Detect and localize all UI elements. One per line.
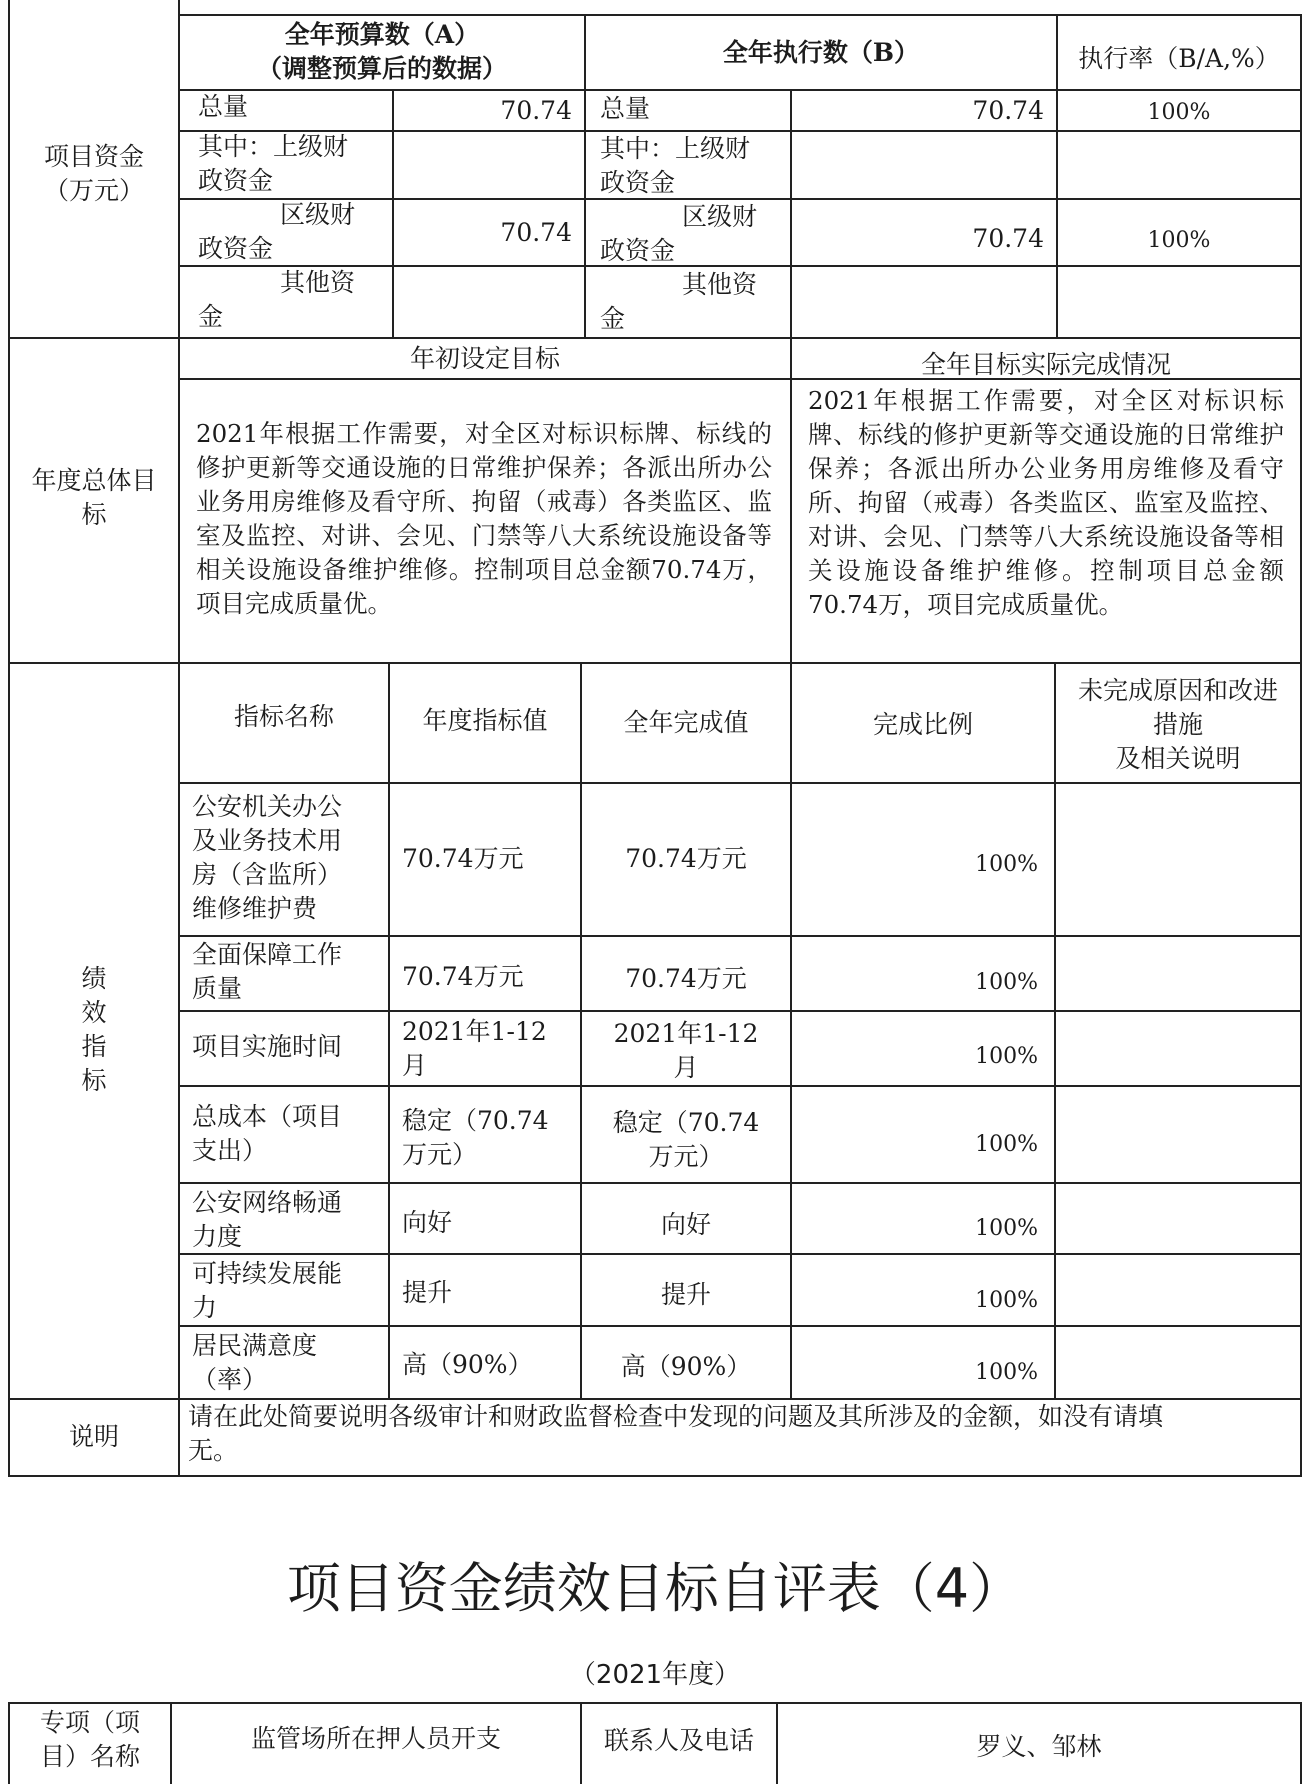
rule — [178, 0, 180, 1477]
budget-header — [180, 18, 584, 86]
rule — [8, 337, 1302, 339]
project-name-value: 监管场所在押人员开支 — [250, 1724, 501, 1753]
indicator-name — [192, 1186, 342, 1254]
rule — [178, 89, 1302, 91]
executed-header: 全年执行数（B） — [722, 38, 920, 67]
other-fund-label-line2: 金 — [198, 302, 224, 331]
note-label: 说明 — [68, 1422, 119, 1451]
rule — [8, 0, 10, 1477]
other-fund-label-line1: 其他资 — [682, 270, 758, 299]
rule — [178, 1182, 1302, 1184]
rule — [8, 1702, 1302, 1704]
project-name-label-line2: 目）名称 — [39, 1742, 140, 1771]
district-fund-label-line2: 政资金 — [198, 234, 274, 263]
indicator-ratio: 100% — [975, 970, 1038, 995]
indicator-name — [192, 1257, 342, 1325]
indicator-done — [582, 1017, 790, 1085]
rule — [178, 1325, 1302, 1327]
indicator-ratio: 100% — [975, 1044, 1038, 1069]
total-executed-value: 70.74 — [972, 96, 1044, 125]
indicator-name-line: 力 — [192, 1293, 218, 1322]
indicator-done: 70.74万元 — [625, 964, 747, 993]
indicator-name-line: （率） — [192, 1365, 268, 1394]
contact-value: 罗义、邹林 — [976, 1732, 1102, 1761]
indicator-name-line: 力度 — [192, 1222, 243, 1251]
perf-side-label-char: 指 — [81, 1032, 107, 1061]
rule — [178, 14, 1302, 16]
indicator-name-line: 公安网络畅通 — [192, 1188, 343, 1217]
rule — [1300, 1702, 1302, 1784]
indicator-name-line: 及业务技术用 — [192, 826, 343, 855]
note-text — [188, 1400, 1288, 1468]
note-text-line2: 无。 — [188, 1436, 239, 1465]
indicator-target: 70.74万元 — [402, 844, 524, 873]
indicator-name-line: 全面保障工作 — [192, 940, 343, 969]
indicator-done: 70.74万元 — [625, 844, 747, 873]
rate-header: 执行率（B/A,%） — [1078, 44, 1280, 73]
indicator-target-line: 月 — [402, 1051, 428, 1080]
rule — [790, 337, 792, 662]
indicator-target: 高（90%） — [402, 1350, 533, 1379]
goals-side-label-line1: 年度总体目 — [31, 466, 157, 495]
rule — [178, 935, 1302, 937]
budget-header-line2: （调整预算后的数据） — [256, 54, 507, 83]
goal-actual-text: 2021年根据工作需要，对全区对标识标牌、标线的修护更新等交通设施的日常维护保养；各派出所办公业务用房维修及看守所、拘留（戒毒）各类监区、监室及监控、对讲、会见、门禁等八大系统设施设备等相关设施设备维护维修。控制项目总金额70.74万，项目完成质量优。 — [808, 386, 1284, 619]
form-title: 项目资金绩效目标自评表（4） — [286, 1557, 1024, 1620]
indicator-name-line: 维修维护费 — [192, 894, 318, 923]
upper-fund-label — [198, 130, 348, 198]
upper-fund-label-line1: 其中：上级财 — [600, 134, 751, 163]
rule — [178, 782, 1302, 784]
project-name-label — [10, 1706, 170, 1774]
indicator-done-line: 万元） — [648, 1142, 724, 1171]
upper-fund-label-line2: 政资金 — [600, 168, 676, 197]
total-budget-value: 70.74 — [500, 96, 572, 125]
indicator-done-line: 月 — [673, 1053, 699, 1082]
other-fund-label — [198, 266, 355, 334]
funds-side-label-line1: 项目资金 — [43, 142, 144, 171]
indicator-done: 向好 — [660, 1210, 711, 1239]
indicator-done — [582, 1106, 790, 1174]
indicator-ratio: 100% — [975, 852, 1038, 877]
indicator-name-line: 居民满意度 — [192, 1331, 318, 1360]
indicator-name-line: 可持续发展能 — [192, 1259, 343, 1288]
district-executed-value: 70.74 — [972, 224, 1044, 253]
indicator-ratio: 100% — [975, 1360, 1038, 1385]
indicator-name — [192, 1329, 317, 1397]
indicator-done: 高（90%） — [620, 1352, 752, 1381]
contact-label: 联系人及电话 — [603, 1726, 754, 1755]
indicator-target-line: 2021年1-12 — [402, 1017, 547, 1046]
rule — [1300, 14, 1302, 1477]
total-rate-value: 100% — [1147, 100, 1211, 125]
perf-side-label-char: 绩 — [81, 964, 107, 993]
goal-set-header: 年初设定目标 — [409, 344, 560, 373]
note-text-line1: 请在此处简要说明各级审计和财政监督检查中发现的问题及其所涉及的金额，如没有请填 — [188, 1402, 1164, 1431]
reason-header-line1: 未完成原因和改进 — [1077, 676, 1278, 705]
reason-header-line2: 措施 — [1152, 710, 1203, 739]
other-fund-label-line1: 其他资 — [280, 268, 356, 297]
rule — [178, 1253, 1302, 1255]
district-fund-label-line1: 区级财 — [682, 202, 758, 231]
indicator-name — [192, 1030, 342, 1064]
rule — [178, 1010, 1302, 1012]
budget-header-line1: 全年预算数（A） — [284, 20, 480, 49]
indicator-target: 向好 — [402, 1208, 453, 1237]
indicator-name — [192, 1100, 342, 1168]
funds-side-label — [10, 140, 178, 208]
indicator-target-line: 万元） — [402, 1140, 478, 1169]
district-fund-label-line1: 区级财 — [280, 200, 356, 229]
upper-fund-label-line2: 政资金 — [198, 166, 274, 195]
rule — [178, 1085, 1302, 1087]
reason-header-line3: 及相关说明 — [1115, 744, 1241, 773]
rule — [388, 662, 390, 1398]
indicator-name — [192, 790, 342, 926]
annual-target-header: 年度指标值 — [422, 706, 548, 735]
rule — [8, 662, 1302, 664]
district-fund-label-line2: 政资金 — [600, 236, 676, 265]
other-fund-label — [600, 268, 757, 336]
other-fund-label-line2: 金 — [600, 304, 626, 333]
indicator-target: 70.74万元 — [402, 962, 524, 991]
goals-side-label — [10, 464, 178, 532]
indicator-done-line: 2021年1-12 — [613, 1019, 759, 1048]
goal-actual-header: 全年目标实际完成情况 — [920, 350, 1171, 379]
indicator-name-header: 指标名称 — [233, 702, 334, 731]
total-label: 总量 — [600, 94, 651, 123]
indicator-name-line: 房（含监所） — [192, 860, 343, 889]
indicator-target: 提升 — [402, 1278, 453, 1307]
district-fund-label — [198, 198, 355, 266]
annual-done-header: 全年完成值 — [623, 708, 749, 737]
indicator-name-line: 项目实施时间 — [192, 1032, 343, 1061]
indicator-target-line: 稳定（70.74 — [402, 1106, 549, 1135]
funds-side-label-line2: （万元） — [43, 176, 144, 205]
goal-set-text: 2021年根据工作需要，对全区对标识标牌、标线的修护更新等交通设施的日常维护保养；各派出所办公业务用房维修及看守所、拘留（戒毒）各类监区、监室及监控、对讲、会见、门禁等八大系统设施设备等相关设施设备维护维修。控制项目总金额70.74万，项目完成质量优。 — [196, 419, 772, 618]
indicator-name — [192, 938, 342, 1006]
project-name-label-line1: 专项（项 — [39, 1708, 140, 1737]
indicator-ratio: 100% — [975, 1288, 1038, 1313]
indicator-done-line: 稳定（70.74 — [612, 1108, 760, 1137]
completion-ratio-header: 完成比例 — [872, 710, 973, 739]
indicator-name-line: 支出） — [192, 1136, 268, 1165]
reason-header — [1056, 674, 1300, 776]
indicator-ratio: 100% — [975, 1216, 1038, 1241]
indicator-target — [402, 1015, 547, 1083]
form-year: （2021年度） — [569, 1660, 741, 1690]
upper-fund-label-line1: 其中：上级财 — [198, 132, 349, 161]
perf-side-label-char: 标 — [81, 1066, 107, 1095]
indicator-name-line: 公安机关办公 — [192, 792, 343, 821]
indicator-target — [402, 1104, 549, 1172]
rule — [8, 1475, 1302, 1477]
district-budget-value: 70.74 — [500, 218, 572, 247]
perf-side-label — [10, 962, 178, 1098]
indicator-ratio: 100% — [975, 1132, 1038, 1157]
goals-side-label-line2: 标 — [81, 500, 107, 529]
indicator-name-line: 质量 — [192, 974, 243, 1003]
perf-side-label-char: 效 — [81, 998, 107, 1027]
total-label: 总量 — [198, 92, 249, 121]
district-rate-value: 100% — [1147, 228, 1211, 253]
district-fund-label — [600, 200, 757, 268]
indicator-done: 提升 — [660, 1280, 711, 1309]
indicator-name-line: 总成本（项目 — [192, 1102, 343, 1131]
upper-fund-label — [600, 132, 750, 200]
